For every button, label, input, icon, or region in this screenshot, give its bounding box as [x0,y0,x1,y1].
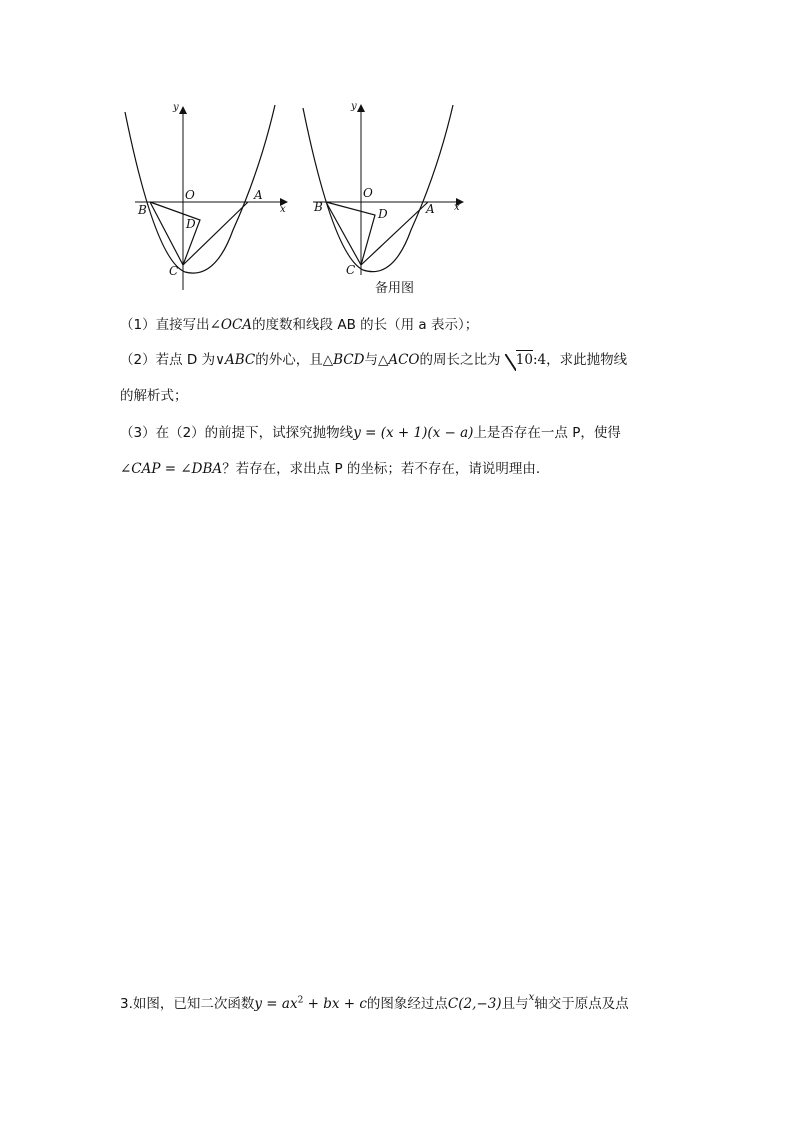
p3-formula-exp: 2 [297,995,304,1006]
q2-sqrt-value: 10 [515,352,533,368]
q2-mid: 的外心，且 [255,352,323,368]
q2-with: 与 [364,352,378,368]
x-axis-label: x [454,202,460,213]
q3-angle-equation: ∠CAP = ∠DBA [120,461,223,477]
p3-point: C(2,−3) [447,996,502,1012]
x-axis-label: x [280,204,286,215]
point-d-label: D [186,217,196,231]
point-o-label: O [363,186,373,200]
point-b-label: B [138,203,147,217]
q2-triangle-aco: △ACO [377,352,420,368]
point-a-label: A [254,188,263,202]
q2-triangle-abc: ∨ABC [215,352,256,368]
question-2 [120,348,627,368]
point-c-label: C [346,263,356,277]
q3-suffix: 上是否存在一点 P，使得 [473,425,621,441]
point-o-label: O [185,188,195,202]
p3-formula-b: + bx + c [303,996,367,1012]
p3-mid2: 且与 [501,996,529,1012]
point-c-label: C [169,264,179,278]
q1-angle: ∠OCA [209,317,253,333]
p3-prefix: 3.如图，已知二次函数 [120,996,255,1012]
y-axis-label: y [173,102,179,113]
question-3-line-2 [120,457,540,477]
p3-axis: x [528,992,535,1003]
q3-line-2-text: ？若存在，求出点 P 的坐标；若不存在，请说明理由. [222,461,541,477]
point-a-label: A [426,202,435,216]
q2-sqrt [505,352,533,368]
figure-2-graph [288,100,478,290]
question-1 [120,313,478,333]
p3-formula-a: y = ax [254,996,298,1012]
q2-triangle-bcd: △BCD [322,352,365,368]
q2-suffix: ，求此抛物线 [546,352,628,368]
p3-mid: 的图象经过点 [366,996,448,1012]
point-b-label: B [314,200,323,214]
q1-suffix: 的度数和线段 AB 的长（用 a 表示）； [252,317,479,333]
q2-ratio-tail: :4 [532,352,547,368]
y-axis-label: y [351,101,357,112]
problem-3 [120,992,629,1012]
point-d-label: D [378,207,388,221]
q1-prefix: （1）直接写出 [120,317,210,333]
figure-caption: 备用图 [375,281,415,296]
figure-1-graph [110,100,300,290]
question-3 [120,421,621,441]
q2-ratio-text: 的周长之比为 [419,352,501,368]
question-2-line-2: 的解析式； [120,388,188,404]
q2-prefix: （2）若点 D 为 [120,352,216,368]
figure-1 [110,100,300,290]
p3-suffix: 轴交于原点及点 [534,996,629,1012]
figure-2 [288,100,478,300]
q3-formula: y = (x + 1)(x − a) [353,425,474,441]
q3-prefix: （3）在（2）的前提下，试探究抛物线 [120,425,354,441]
